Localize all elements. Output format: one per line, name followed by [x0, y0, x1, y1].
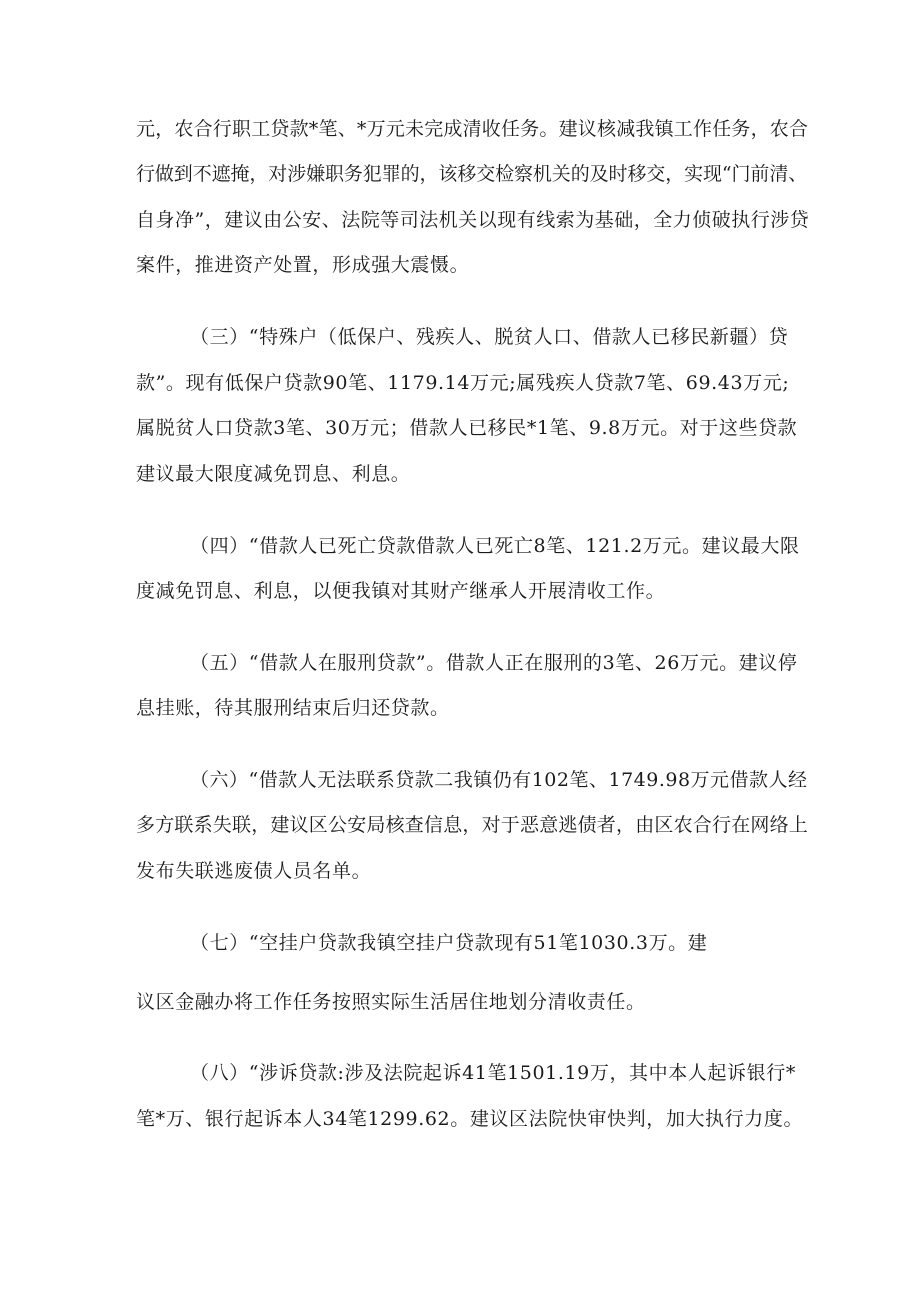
paragraph-4-line-1: （四）“借款人已死亡贷款借款人已死亡8笔、121.2万元。建议最大限 [190, 535, 800, 557]
paragraph-6-line-1: （六）“借款人无法联系贷款二我镇仍有102笔、1749.98万元借款人经 [190, 769, 808, 791]
paragraph-5-line-2: 息挂账，待其服刑结束后归还贷款。 [136, 697, 450, 719]
paragraph-1-line-4: 案件，推进资产处置，形成强大震慑。 [136, 254, 470, 276]
paragraph-3-line-1: （三）“特殊户（低保户、残疾人、脱贫人口、借款人已移民新疆）贷 [190, 326, 789, 348]
paragraph-7-line-1: （七）“空挂户贷款我镇空挂户贷款现有51笔1030.3万。建 [190, 932, 708, 954]
paragraph-6-line-2: 多方联系失联，建议区公安局核查信息，对于恶意逃债者，由区农合行在网络上 [136, 814, 809, 836]
paragraph-1-line-2: 行做到不遮掩，对涉嫌职务犯罪的，该移交检察机关的及时移交，实现“门前清、 [136, 163, 808, 185]
paragraph-3-line-3: 属脱贫人口贷款3笔、30万元；借款人已移民*1笔、9.8万元。对于这些贷款 [136, 417, 798, 439]
paragraph-8-line-2: 笔*万、银行起诉本人34笔1299.62。建议区法院快审快判，加大执行力度。 [136, 1108, 804, 1130]
paragraph-8-line-1: （八）“涉诉贷款:涉及法院起诉41笔1501.19万，其中本人起诉银行* [190, 1062, 796, 1084]
paragraph-6-line-3: 发布失联逃废债人员名单。 [136, 860, 372, 882]
paragraph-1-line-1: 元，农合行职工贷款*笔、*万元未完成清收任务。建议核减我镇工作任务，农合 [136, 118, 809, 140]
paragraph-1-line-3: 自身净”，建议由公安、法院等司法机关以现有线索为基础，全力侦破执行涉贷 [136, 209, 810, 231]
paragraph-3-line-4: 建议最大限度减免罚息、利息。 [136, 463, 411, 485]
paragraph-7b-line-1: 议区金融办将工作任务按照实际生活居住地划分清收责任。 [136, 991, 646, 1013]
paragraph-3-line-2: 款”。现有低保户贷款90笔、1179.14万元;属残疾人贷款7笔、69.43万元; [136, 372, 790, 394]
paragraph-5-line-1: （五）“借款人在服刑贷款”。借款人正在服刑的3笔、26万元。建议停 [190, 652, 798, 674]
paragraph-4-line-2: 度减免罚息、利息，以便我镇对其财产继承人开展清收工作。 [136, 580, 666, 602]
